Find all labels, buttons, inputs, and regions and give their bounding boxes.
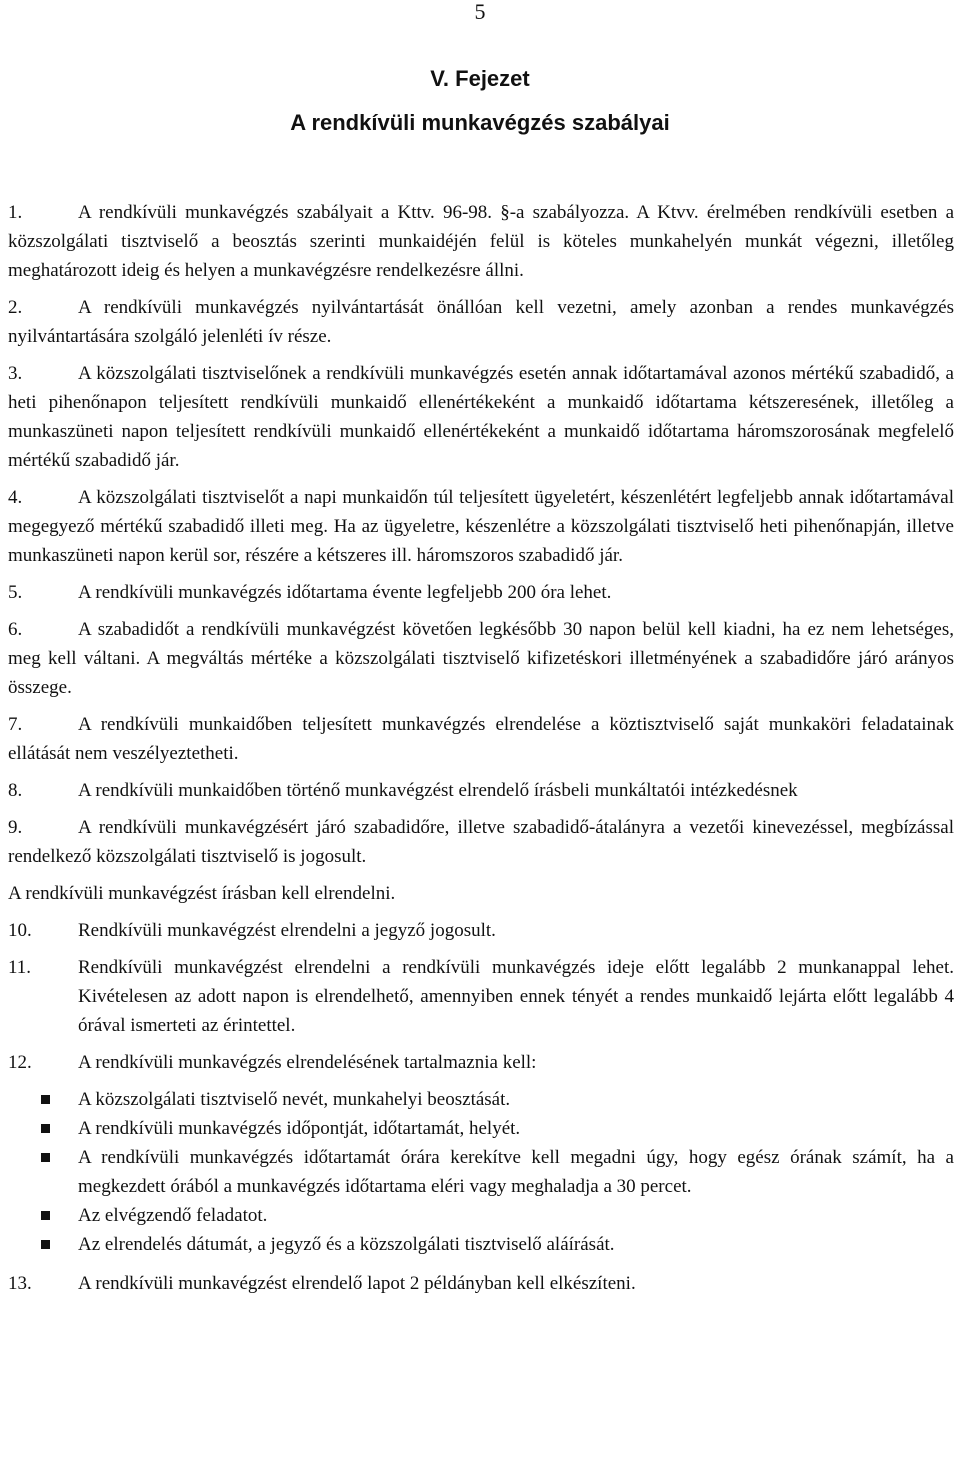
- paragraph-text: A közszolgálati tisztviselőnek a rendkívüli munkavégzés esetén annak időtartamával azonos mértékű szabadidő, a heti pihenőnapon teljesített rendkívüli munkaidő ellenértékeként a munkaidő időtartama kétszeresének, illetőleg a munkaszüneti napon teljesített rendkívüli munkaidő ellenértékeként a munkaidő időtartama háromszorosának megfelelő mértékű szabadidő jár.: [8, 363, 954, 471]
- paragraph-text: A rendkívüli munkavégzés nyilvántartását önállóan kell vezetni, amely azonban a rendes munkavégzés nyilvántartására szolgáló jelenléti ív része.: [8, 297, 954, 347]
- list-item-text: A rendkívüli munkavégzés időpontját, időtartamát, helyét.: [78, 1118, 521, 1139]
- list-item: [8, 1201, 954, 1230]
- list-item-text: Az elvégzendő feladatot.: [78, 1205, 268, 1226]
- paragraph-text: A rendkívüli munkavégzés szabályait a Kttv. 96-98. §-a szabályozza. A Ktvv. érelmében rendkívüli esetben a közszolgálati tisztviselő a beosztás szerinti munkaidéjén felül is köteles munkahelyén munkát végezni, illetőleg meghatározott ideig és helyen a munkavégzésre rendelkezésre állni.: [8, 202, 954, 281]
- paragraph-7: [8, 710, 954, 768]
- paragraph-number: 4.: [8, 487, 23, 508]
- chapter-heading: V. Fejezet: [430, 66, 530, 91]
- paragraph-10: [8, 916, 954, 945]
- paragraph-4: [8, 483, 954, 570]
- bullet-square-icon: [41, 1095, 50, 1104]
- paragraph-11: [8, 953, 954, 1040]
- paragraph-text: A rendkívüli munkavégzésért járó szabadidőre, illetve szabadidő-átalányra a vezetői kinevezéssel, megbízással rendelkező közszolgálati tisztviselő is jogosult.: [8, 817, 954, 867]
- paragraph-number: 11.: [8, 957, 32, 978]
- list-item: [8, 1114, 954, 1143]
- bullet-square-icon: [41, 1153, 50, 1162]
- list-item: [8, 1230, 954, 1259]
- list-item-text: A rendkívüli munkavégzés időtartamát órára kerekítve kell megadni úgy, hogy egész órának számít, ha a megkezdett órából a munkavégzés időtartama eléri vagy meghaladja a 30 percet.: [78, 1147, 954, 1197]
- paragraph-text: A rendkívüli munkavégzés időtartama évente legfeljebb 200 óra lehet.: [78, 582, 612, 603]
- paragraph-13: [8, 1269, 954, 1298]
- list-item-text: Az elrendelés dátumát, a jegyző és a közszolgálati tisztviselő aláírását.: [78, 1234, 615, 1255]
- paragraph-text: Rendkívüli munkavégzést elrendelni a jegyző jogosult.: [78, 920, 496, 941]
- list-item: [8, 1085, 954, 1114]
- paragraph-number: 1.: [8, 202, 23, 223]
- paragraph-3: [8, 359, 954, 475]
- paragraph-number: 13.: [8, 1273, 32, 1294]
- paragraph-number: 2.: [8, 297, 23, 318]
- document-body: [8, 198, 954, 1306]
- bullet-square-icon: [41, 1240, 50, 1249]
- paragraph-number: 6.: [8, 619, 23, 640]
- bullet-square-icon: [41, 1211, 50, 1220]
- list-item: [8, 1143, 954, 1201]
- paragraph-2: [8, 293, 954, 351]
- paragraph-12: [8, 1048, 954, 1077]
- paragraph-number: 12.: [8, 1052, 32, 1073]
- paragraph-number: 10.: [8, 920, 32, 941]
- paragraph-9: [8, 813, 954, 871]
- chapter-title: A rendkívüli munkavégzés szabályai: [290, 110, 670, 135]
- paragraph-text: Rendkívüli munkavégzést elrendelni a rendkívüli munkavégzés ideje előtt legalább 2 munkanappal lehet. Kivételesen az adott napon is elrendelhető, amennyiben ennek tényét a rendes munkaidő lejárta előtt legalább 4 órával ismerteti az érintettel.: [78, 957, 954, 1036]
- paragraph-text: A rendkívüli munkaidőben történő munkavégzést elrendelő írásbeli munkáltatói intézkedésnek: [78, 780, 798, 801]
- paragraph-number: 3.: [8, 363, 23, 384]
- bullet-list: [8, 1085, 954, 1259]
- paragraph-number: 8.: [8, 780, 23, 801]
- paragraph-text: A szabadidőt a rendkívüli munkavégzést követően legkésőbb 30 napon belül kell kiadni, ha ez nem lehetséges, meg kell váltani. A megváltás mértéke a közszolgálati tisztviselő kifizetéskori illetményének a szabadidőre járó arányos összege.: [8, 619, 954, 698]
- paragraph-5: [8, 578, 954, 607]
- paragraph-text: A rendkívüli munkaidőben teljesített munkavégzés elrendelése a köztisztviselő saját munkaköri feladatainak ellátását nem veszélyeztetheti.: [8, 714, 954, 764]
- page-number: 5: [474, 0, 486, 24]
- bullet-square-icon: [41, 1124, 50, 1133]
- paragraph-6: [8, 615, 954, 702]
- paragraph-number: 7.: [8, 714, 23, 735]
- paragraph-text: A rendkívüli munkavégzést elrendelő lapot 2 példányban kell elkészíteni.: [78, 1273, 636, 1294]
- paragraph-text: A rendkívüli munkavégzés elrendelésének tartalmaznia kell:: [78, 1052, 537, 1073]
- plain-paragraph: A rendkívüli munkavégzést írásban kell elrendelni.: [8, 883, 396, 904]
- paragraph-number: 9.: [8, 817, 23, 838]
- list-item-text: A közszolgálati tisztviselő nevét, munkahelyi beosztását.: [78, 1089, 511, 1110]
- paragraph-8: [8, 776, 954, 805]
- paragraph-1: [8, 198, 954, 285]
- paragraph-number: 5.: [8, 582, 23, 603]
- paragraph-text: A közszolgálati tisztviselőt a napi munkaidőn túl teljesített ügyeletért, készenlétért legfeljebb annak időtartamával megegyező mértékű szabadidő illeti meg. Ha az ügyeletre, készenlétre a közszolgálati tisztviselő heti pihenőnapján, illetve munkaszüneti napon kerül sor, részére a kétszeres ill. háromszoros szabadidő jár.: [8, 487, 954, 566]
